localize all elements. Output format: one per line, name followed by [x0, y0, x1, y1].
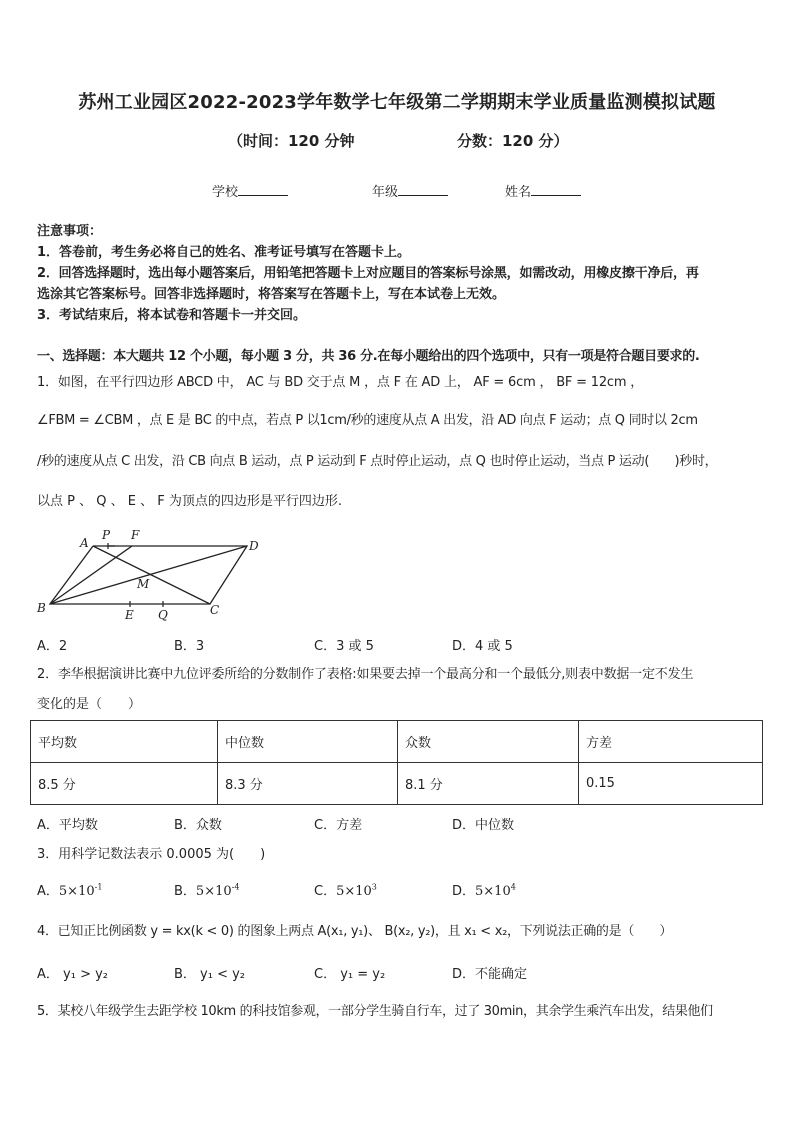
- option-exponent: -4: [231, 882, 240, 892]
- q2-option-a[interactable]: A．平均数: [37, 818, 98, 833]
- table-cell: 0.15: [579, 763, 763, 805]
- q1-line-1: 1．如图，在平行四边形 ABCD 中， AC 与 BD 交于点 M ，点 F 在 AD 上， AF = 6cm ， BF = 12cm ，: [37, 375, 644, 390]
- parallelogram-figure: [30, 525, 270, 625]
- q4-option-c[interactable]: C． y₁ = y₂: [314, 967, 386, 982]
- notes-item-2a: 2．回答选择题时，选出每小题答案后，用铅笔把答题卡上对应题目的答案标号涂黑，如需改动，用橡皮擦干净后，再: [37, 266, 699, 281]
- grade-field[interactable]: [372, 181, 448, 200]
- segment-bf: [50, 546, 132, 604]
- label-e: E: [125, 608, 134, 622]
- q5-line-1: 5．某校八年级学生去距学校 10km 的科技馆参观，一部分学生骑自行车，过了 30min，其余学生乘汽车出发，结果他们: [37, 1004, 713, 1019]
- q3-option-b[interactable]: [174, 880, 239, 899]
- q4-option-d[interactable]: D．不能确定: [452, 967, 528, 982]
- notes-item-1: 1．答卷前，考生务必将自己的姓名、准考证号填写在答题卡上。: [37, 245, 411, 260]
- table-row: [31, 763, 763, 805]
- school-field[interactable]: [212, 181, 288, 200]
- option-base: 5×10: [58, 884, 95, 899]
- q1-option-b[interactable]: B．3: [174, 639, 205, 654]
- q3-option-c[interactable]: [314, 880, 377, 899]
- option-exponent: 4: [510, 882, 516, 892]
- q3-stem: 3．用科学记数法表示 0.0005 为( ): [37, 847, 266, 862]
- notes-item-3: 3．考试结束后，将本试卷和答题卡一并交回。: [37, 308, 307, 323]
- label-q: Q: [158, 608, 168, 622]
- q1-option-d[interactable]: D．4 或 5: [452, 639, 513, 654]
- score-stats-table: [30, 720, 763, 805]
- option-base: 5×10: [475, 884, 511, 899]
- grade-blank[interactable]: [398, 183, 448, 196]
- q3-option-d[interactable]: [452, 880, 516, 899]
- q1-line-3: /秒的速度从点 C 出发，沿 CB 向点 B 运动，点 P 运动到 F 点时停止运动，点 Q 也时停止运动，当点 P 运动( )秒时，: [37, 454, 718, 469]
- name-field[interactable]: [505, 181, 581, 200]
- name-blank[interactable]: [531, 183, 581, 196]
- option-exponent: -1: [94, 882, 103, 892]
- q2-line-2: 变化的是（ ）: [37, 697, 142, 712]
- label-m: M: [137, 577, 150, 591]
- q4-option-a[interactable]: A． y₁ > y₂: [37, 967, 108, 982]
- table-header-cell: 众数: [398, 721, 579, 763]
- table-cell: 8.3 分: [218, 763, 398, 805]
- table-cell: 8.5 分: [31, 763, 218, 805]
- label-p: P: [102, 528, 111, 542]
- q4-stem: 4．已知正比例函数 y = kx(k < 0) 的图象上两点 A(x₁, y₁)、 B(x₂, y₂)，且 x₁ < x₂，下列说法正确的是（ ）: [37, 924, 673, 939]
- option-exponent: 3: [371, 882, 377, 892]
- label-d: D: [249, 539, 259, 553]
- diagonal-bd: [50, 546, 247, 604]
- diagonal-ac: [93, 546, 210, 604]
- q1-option-c[interactable]: C．3 或 5: [314, 639, 374, 654]
- exam-title: 苏州工业园区2022-2023学年数学七年级第二学期期末学业质量监测模拟试题: [78, 92, 716, 113]
- option-label: A．: [37, 884, 59, 899]
- q2-option-d[interactable]: D．中位数: [452, 818, 515, 833]
- table-cell: 8.1 分: [398, 763, 579, 805]
- school-blank[interactable]: [238, 183, 288, 196]
- option-label: B．: [174, 884, 196, 899]
- label-c: C: [210, 603, 220, 617]
- q1-option-a[interactable]: A．2: [37, 639, 68, 654]
- q4-option-b[interactable]: B． y₁ < y₂: [174, 967, 246, 982]
- name-label: 姓名: [505, 185, 532, 200]
- label-f: F: [131, 528, 140, 542]
- q2-line-1: 2．李华根据演讲比赛中九位评委所给的分数制作了表格:如果要去掉一个最高分和一个最低分,则表中数据一定不发生: [37, 667, 694, 682]
- option-base: 5×10: [336, 884, 372, 899]
- table-header-row: [31, 721, 763, 763]
- section-heading: 一、选择题：本大题共 12 个小题，每小题 3 分，共 36 分.在每小题给出的四个选项中，只有一项是符合题目要求的.: [37, 349, 700, 364]
- table-header-cell: 中位数: [218, 721, 398, 763]
- q1-line-2: ∠FBM = ∠CBM ，点 E 是 BC 的中点，若点 P 以1cm/秒的速度从点 A 出发，沿 AD 向点 F 运动；点 Q 同时以 2cm: [37, 413, 698, 428]
- notes-heading: 注意事项：: [37, 224, 103, 239]
- option-base: 5×10: [195, 884, 232, 899]
- option-label: D．: [452, 884, 476, 899]
- grade-label: 年级: [372, 185, 399, 200]
- q2-option-c[interactable]: C．方差: [314, 818, 363, 833]
- option-label: C．: [314, 884, 337, 899]
- time-label: （时间：120 分钟: [228, 132, 355, 150]
- label-b: B: [37, 601, 46, 615]
- q3-option-a[interactable]: [37, 880, 102, 899]
- label-a: A: [80, 536, 89, 550]
- table-header-cell: 方差: [579, 721, 763, 763]
- notes-item-2b: 选涂其它答案标号。回答非选择题时，将答案写在答题卡上，写在本试卷上无效。: [37, 287, 506, 302]
- score-label: 分数：120 分）: [457, 132, 569, 150]
- school-label: 学校: [212, 185, 239, 200]
- table-header-cell: 平均数: [31, 721, 218, 763]
- q2-option-b[interactable]: B．众数: [174, 818, 222, 833]
- q1-line-4: 以点 P 、 Q 、 E 、 F 为顶点的四边形是平行四边形.: [37, 494, 342, 509]
